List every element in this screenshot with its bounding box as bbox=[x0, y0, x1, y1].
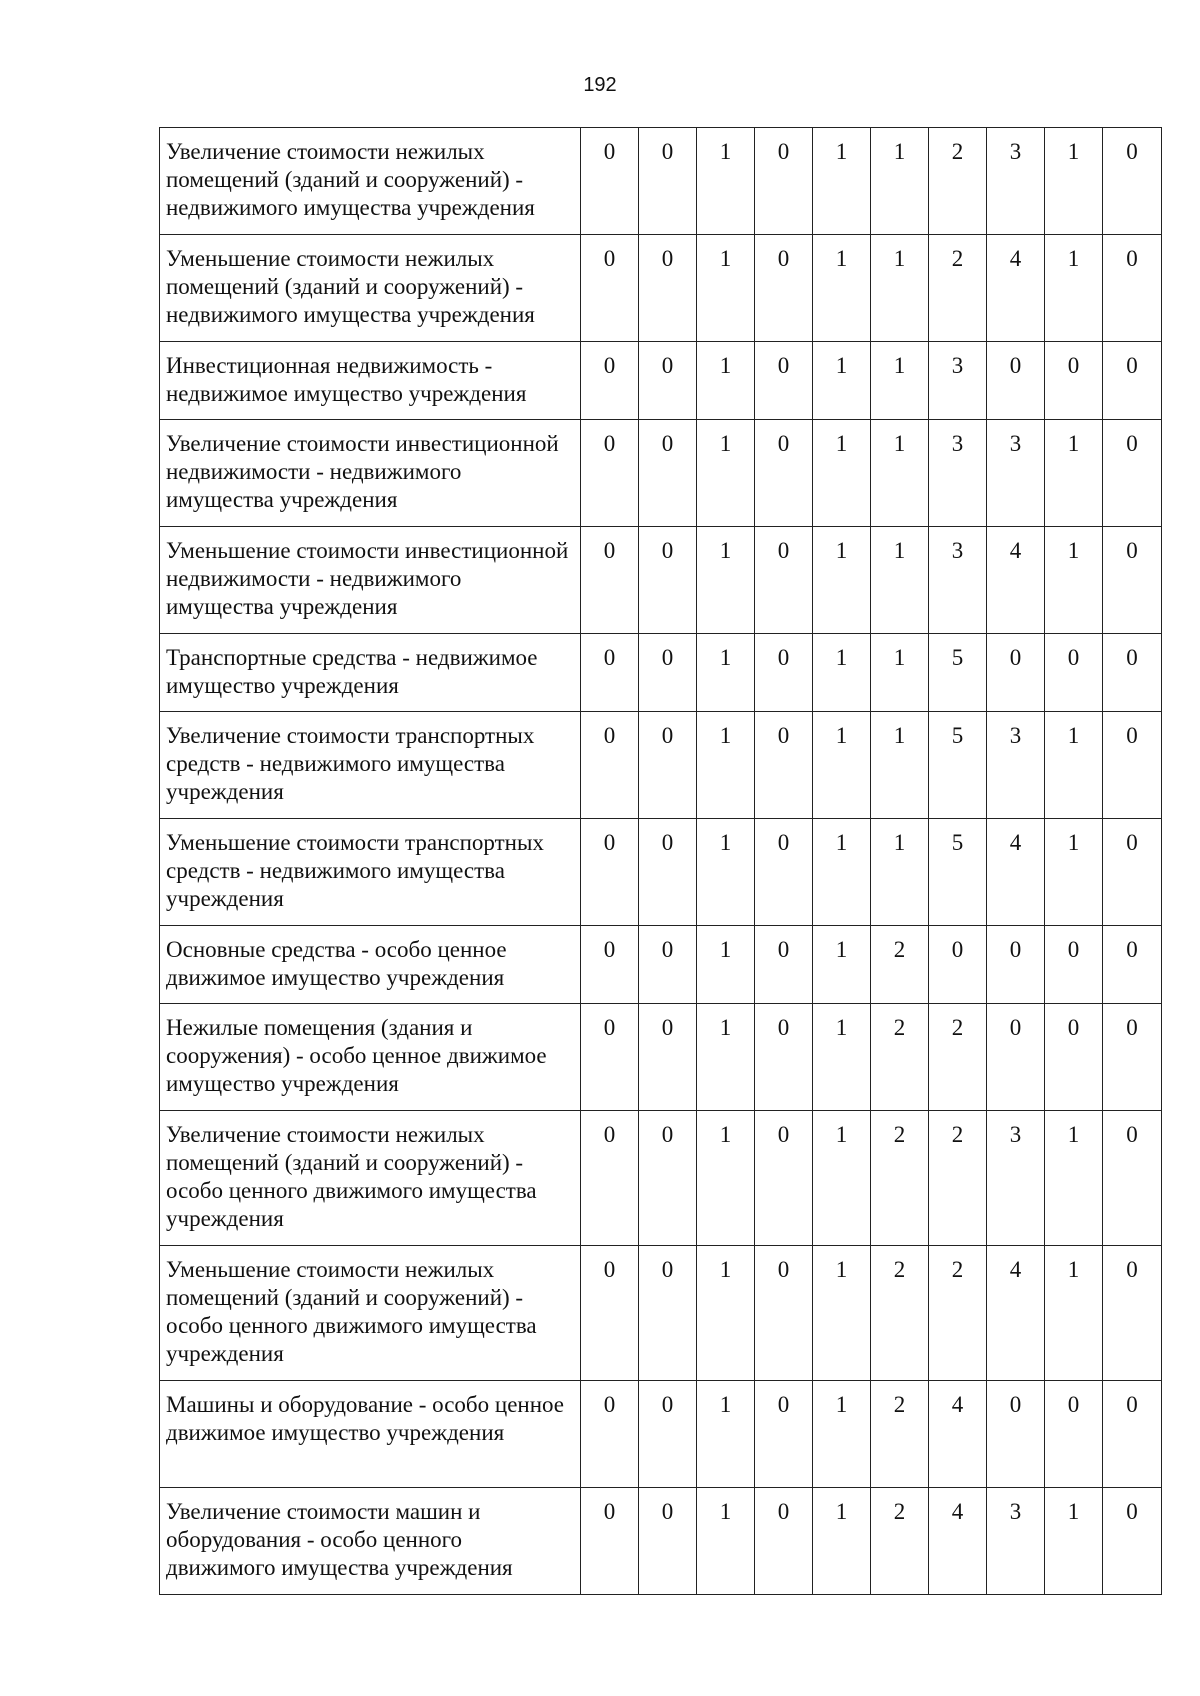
code-digit-cell: 5 bbox=[929, 712, 987, 819]
code-digit-cell: 0 bbox=[1045, 926, 1103, 1004]
table-row bbox=[160, 1488, 1162, 1595]
code-digit-cell: 1 bbox=[813, 1111, 871, 1246]
table-row bbox=[160, 128, 1162, 235]
code-digit-cell: 0 bbox=[581, 1381, 639, 1488]
code-digit-cell: 0 bbox=[581, 1004, 639, 1111]
code-digit-cell: 0 bbox=[639, 128, 697, 235]
code-digit-cell: 3 bbox=[929, 342, 987, 420]
table-row bbox=[160, 819, 1162, 926]
code-digit-cell: 0 bbox=[755, 1381, 813, 1488]
code-digit-cell: 0 bbox=[639, 819, 697, 926]
code-digit-cell: 2 bbox=[871, 1488, 929, 1595]
code-digit-cell: 1 bbox=[813, 1004, 871, 1111]
code-digit-cell: 0 bbox=[639, 1246, 697, 1381]
code-digit-cell: 2 bbox=[871, 926, 929, 1004]
code-digit-cell: 1 bbox=[697, 1381, 755, 1488]
code-digit-cell: 1 bbox=[871, 128, 929, 235]
code-digit-cell: 1 bbox=[697, 712, 755, 819]
code-digit-cell: 3 bbox=[987, 1111, 1045, 1246]
row-label: Увеличение стоимости транспортных средств - недвижимого имущества учреждения bbox=[160, 712, 581, 819]
code-digit-cell: 1 bbox=[813, 527, 871, 634]
code-digit-cell: 0 bbox=[755, 128, 813, 235]
code-digit-cell: 1 bbox=[813, 235, 871, 342]
code-digit-cell: 2 bbox=[871, 1381, 929, 1488]
code-digit-cell: 1 bbox=[813, 342, 871, 420]
code-digit-cell: 0 bbox=[1103, 712, 1162, 819]
table-row bbox=[160, 634, 1162, 712]
table-row bbox=[160, 926, 1162, 1004]
code-digit-cell: 0 bbox=[639, 1004, 697, 1111]
code-digit-cell: 2 bbox=[929, 128, 987, 235]
row-label: Увеличение стоимости машин и оборудования - особо ценного движимого имущества учреждения bbox=[160, 1488, 581, 1595]
code-digit-cell: 0 bbox=[1103, 1381, 1162, 1488]
code-digit-cell: 0 bbox=[639, 1381, 697, 1488]
code-digit-cell: 1 bbox=[1045, 1111, 1103, 1246]
code-digit-cell: 2 bbox=[929, 1004, 987, 1111]
code-digit-cell: 1 bbox=[871, 342, 929, 420]
code-digit-cell: 0 bbox=[929, 926, 987, 1004]
code-digit-cell: 0 bbox=[639, 712, 697, 819]
code-digit-cell: 1 bbox=[871, 235, 929, 342]
code-digit-cell: 1 bbox=[1045, 235, 1103, 342]
code-digit-cell: 0 bbox=[639, 342, 697, 420]
table-body bbox=[160, 128, 1162, 1595]
code-digit-cell: 0 bbox=[755, 527, 813, 634]
code-digit-cell: 0 bbox=[639, 420, 697, 527]
code-digit-cell: 4 bbox=[929, 1381, 987, 1488]
code-digit-cell: 1 bbox=[697, 128, 755, 235]
code-digit-cell: 1 bbox=[1045, 527, 1103, 634]
code-digit-cell: 0 bbox=[755, 634, 813, 712]
code-digit-cell: 0 bbox=[1103, 1111, 1162, 1246]
code-digit-cell: 1 bbox=[697, 235, 755, 342]
code-digit-cell: 1 bbox=[871, 819, 929, 926]
code-digit-cell: 0 bbox=[639, 235, 697, 342]
code-digit-cell: 0 bbox=[581, 926, 639, 1004]
code-digit-cell: 1 bbox=[1045, 1488, 1103, 1595]
table-row bbox=[160, 712, 1162, 819]
code-digit-cell: 1 bbox=[813, 926, 871, 1004]
code-digit-cell: 5 bbox=[929, 819, 987, 926]
table-row bbox=[160, 1004, 1162, 1111]
code-digit-cell: 1 bbox=[871, 634, 929, 712]
code-digit-cell: 3 bbox=[987, 128, 1045, 235]
code-digit-cell: 1 bbox=[813, 1246, 871, 1381]
code-digit-cell: 1 bbox=[697, 342, 755, 420]
row-label: Увеличение стоимости нежилых помещений (зданий и сооружений) - недвижимого имущества учреждения bbox=[160, 128, 581, 235]
code-digit-cell: 1 bbox=[697, 1488, 755, 1595]
code-digit-cell: 3 bbox=[929, 420, 987, 527]
code-digit-cell: 0 bbox=[639, 527, 697, 634]
code-digit-cell: 0 bbox=[581, 342, 639, 420]
code-digit-cell: 0 bbox=[755, 235, 813, 342]
code-digit-cell: 0 bbox=[987, 634, 1045, 712]
code-digit-cell: 1 bbox=[871, 527, 929, 634]
row-label: Машины и оборудование - особо ценное движимое имущество учреждения bbox=[160, 1381, 581, 1488]
code-digit-cell: 2 bbox=[871, 1004, 929, 1111]
row-label: Инвестиционная недвижимость - недвижимое имущество учреждения bbox=[160, 342, 581, 420]
code-digit-cell: 4 bbox=[987, 1246, 1045, 1381]
code-digit-cell: 1 bbox=[813, 819, 871, 926]
code-digit-cell: 0 bbox=[1045, 634, 1103, 712]
code-digit-cell: 2 bbox=[929, 1246, 987, 1381]
row-label: Уменьшение стоимости транспортных средств - недвижимого имущества учреждения bbox=[160, 819, 581, 926]
code-digit-cell: 0 bbox=[755, 926, 813, 1004]
code-digit-cell: 0 bbox=[755, 1246, 813, 1381]
code-digit-cell: 1 bbox=[813, 712, 871, 819]
code-digit-cell: 0 bbox=[1103, 420, 1162, 527]
code-digit-cell: 0 bbox=[639, 1111, 697, 1246]
code-digit-cell: 0 bbox=[755, 1111, 813, 1246]
code-digit-cell: 1 bbox=[697, 1111, 755, 1246]
code-digit-cell: 1 bbox=[697, 420, 755, 527]
row-label: Транспортные средства - недвижимое имущество учреждения bbox=[160, 634, 581, 712]
code-digit-cell: 0 bbox=[987, 1381, 1045, 1488]
table-row bbox=[160, 1246, 1162, 1381]
code-digit-cell: 0 bbox=[581, 1488, 639, 1595]
code-digit-cell: 0 bbox=[755, 819, 813, 926]
row-label: Уменьшение стоимости инвестиционной недвижимости - недвижимого имущества учреждения bbox=[160, 527, 581, 634]
code-digit-cell: 0 bbox=[581, 1246, 639, 1381]
code-digit-cell: 0 bbox=[1103, 819, 1162, 926]
code-digit-cell: 0 bbox=[1103, 342, 1162, 420]
code-digit-cell: 0 bbox=[755, 1488, 813, 1595]
code-digit-cell: 0 bbox=[639, 926, 697, 1004]
code-digit-cell: 0 bbox=[581, 1111, 639, 1246]
code-digit-cell: 3 bbox=[929, 527, 987, 634]
code-digit-cell: 0 bbox=[987, 342, 1045, 420]
code-digit-cell: 1 bbox=[697, 1246, 755, 1381]
code-digit-cell: 0 bbox=[639, 1488, 697, 1595]
code-digit-cell: 0 bbox=[1103, 527, 1162, 634]
code-digit-cell: 0 bbox=[755, 1004, 813, 1111]
code-digit-cell: 0 bbox=[755, 420, 813, 527]
code-digit-cell: 1 bbox=[697, 634, 755, 712]
code-digit-cell: 2 bbox=[871, 1111, 929, 1246]
code-digit-cell: 0 bbox=[1045, 1004, 1103, 1111]
code-digit-cell: 0 bbox=[1103, 235, 1162, 342]
table-row bbox=[160, 235, 1162, 342]
code-digit-cell: 1 bbox=[871, 420, 929, 527]
code-digit-cell: 2 bbox=[929, 1111, 987, 1246]
code-digit-cell: 1 bbox=[813, 634, 871, 712]
code-digit-cell: 4 bbox=[987, 819, 1045, 926]
table-row bbox=[160, 420, 1162, 527]
row-label: Уменьшение стоимости нежилых помещений (зданий и сооружений) - особо ценного движимого имущества учреждения bbox=[160, 1246, 581, 1381]
code-digit-cell: 3 bbox=[987, 420, 1045, 527]
table-row bbox=[160, 527, 1162, 634]
code-digit-cell: 0 bbox=[581, 527, 639, 634]
row-label: Уменьшение стоимости нежилых помещений (зданий и сооружений) - недвижимого имущества учреждения bbox=[160, 235, 581, 342]
code-digit-cell: 1 bbox=[813, 1381, 871, 1488]
code-digit-cell: 0 bbox=[987, 1004, 1045, 1111]
code-digit-cell: 3 bbox=[987, 712, 1045, 819]
code-digit-cell: 5 bbox=[929, 634, 987, 712]
code-digit-cell: 1 bbox=[1045, 1246, 1103, 1381]
code-digit-cell: 1 bbox=[697, 926, 755, 1004]
row-label: Увеличение стоимости нежилых помещений (зданий и сооружений) - особо ценного движимого имущества учреждения bbox=[160, 1111, 581, 1246]
code-digit-cell: 0 bbox=[581, 634, 639, 712]
code-digit-cell: 0 bbox=[1045, 342, 1103, 420]
code-digit-cell: 1 bbox=[813, 420, 871, 527]
row-label: Увеличение стоимости инвестиционной недвижимости - недвижимого имущества учреждения bbox=[160, 420, 581, 527]
code-digit-cell: 0 bbox=[581, 128, 639, 235]
table-row bbox=[160, 1381, 1162, 1488]
code-digit-cell: 1 bbox=[1045, 712, 1103, 819]
code-digit-cell: 0 bbox=[1103, 926, 1162, 1004]
code-digit-cell: 3 bbox=[987, 1488, 1045, 1595]
page-number: 192 bbox=[583, 74, 617, 96]
code-digit-cell: 1 bbox=[813, 128, 871, 235]
code-digit-cell: 0 bbox=[987, 926, 1045, 1004]
code-digit-cell: 0 bbox=[581, 235, 639, 342]
code-digit-cell: 4 bbox=[929, 1488, 987, 1595]
code-digit-cell: 0 bbox=[1103, 128, 1162, 235]
row-label: Основные средства - особо ценное движимое имущество учреждения bbox=[160, 926, 581, 1004]
code-digit-cell: 1 bbox=[697, 1004, 755, 1111]
code-digit-cell: 0 bbox=[1103, 1004, 1162, 1111]
code-digit-cell: 0 bbox=[581, 420, 639, 527]
code-digit-cell: 1 bbox=[1045, 420, 1103, 527]
code-digit-cell: 1 bbox=[871, 712, 929, 819]
code-digit-cell: 0 bbox=[639, 634, 697, 712]
code-digit-cell: 4 bbox=[987, 235, 1045, 342]
row-label: Нежилые помещения (здания и сооружения) - особо ценное движимое имущество учреждения bbox=[160, 1004, 581, 1111]
code-digit-cell: 1 bbox=[1045, 819, 1103, 926]
code-digit-cell: 0 bbox=[581, 712, 639, 819]
table-row bbox=[160, 342, 1162, 420]
code-digit-cell: 0 bbox=[581, 819, 639, 926]
code-digit-cell: 0 bbox=[755, 712, 813, 819]
code-digit-cell: 2 bbox=[929, 235, 987, 342]
code-digit-cell: 0 bbox=[1103, 1246, 1162, 1381]
code-digit-cell: 0 bbox=[755, 342, 813, 420]
code-digit-cell: 4 bbox=[987, 527, 1045, 634]
account-codes-table bbox=[159, 127, 1162, 1595]
code-digit-cell: 2 bbox=[871, 1246, 929, 1381]
code-digit-cell: 1 bbox=[697, 819, 755, 926]
code-digit-cell: 0 bbox=[1103, 1488, 1162, 1595]
table-row bbox=[160, 1111, 1162, 1246]
code-digit-cell: 1 bbox=[697, 527, 755, 634]
code-digit-cell: 1 bbox=[1045, 128, 1103, 235]
code-digit-cell: 0 bbox=[1103, 634, 1162, 712]
code-digit-cell: 1 bbox=[813, 1488, 871, 1595]
code-digit-cell: 0 bbox=[1045, 1381, 1103, 1488]
